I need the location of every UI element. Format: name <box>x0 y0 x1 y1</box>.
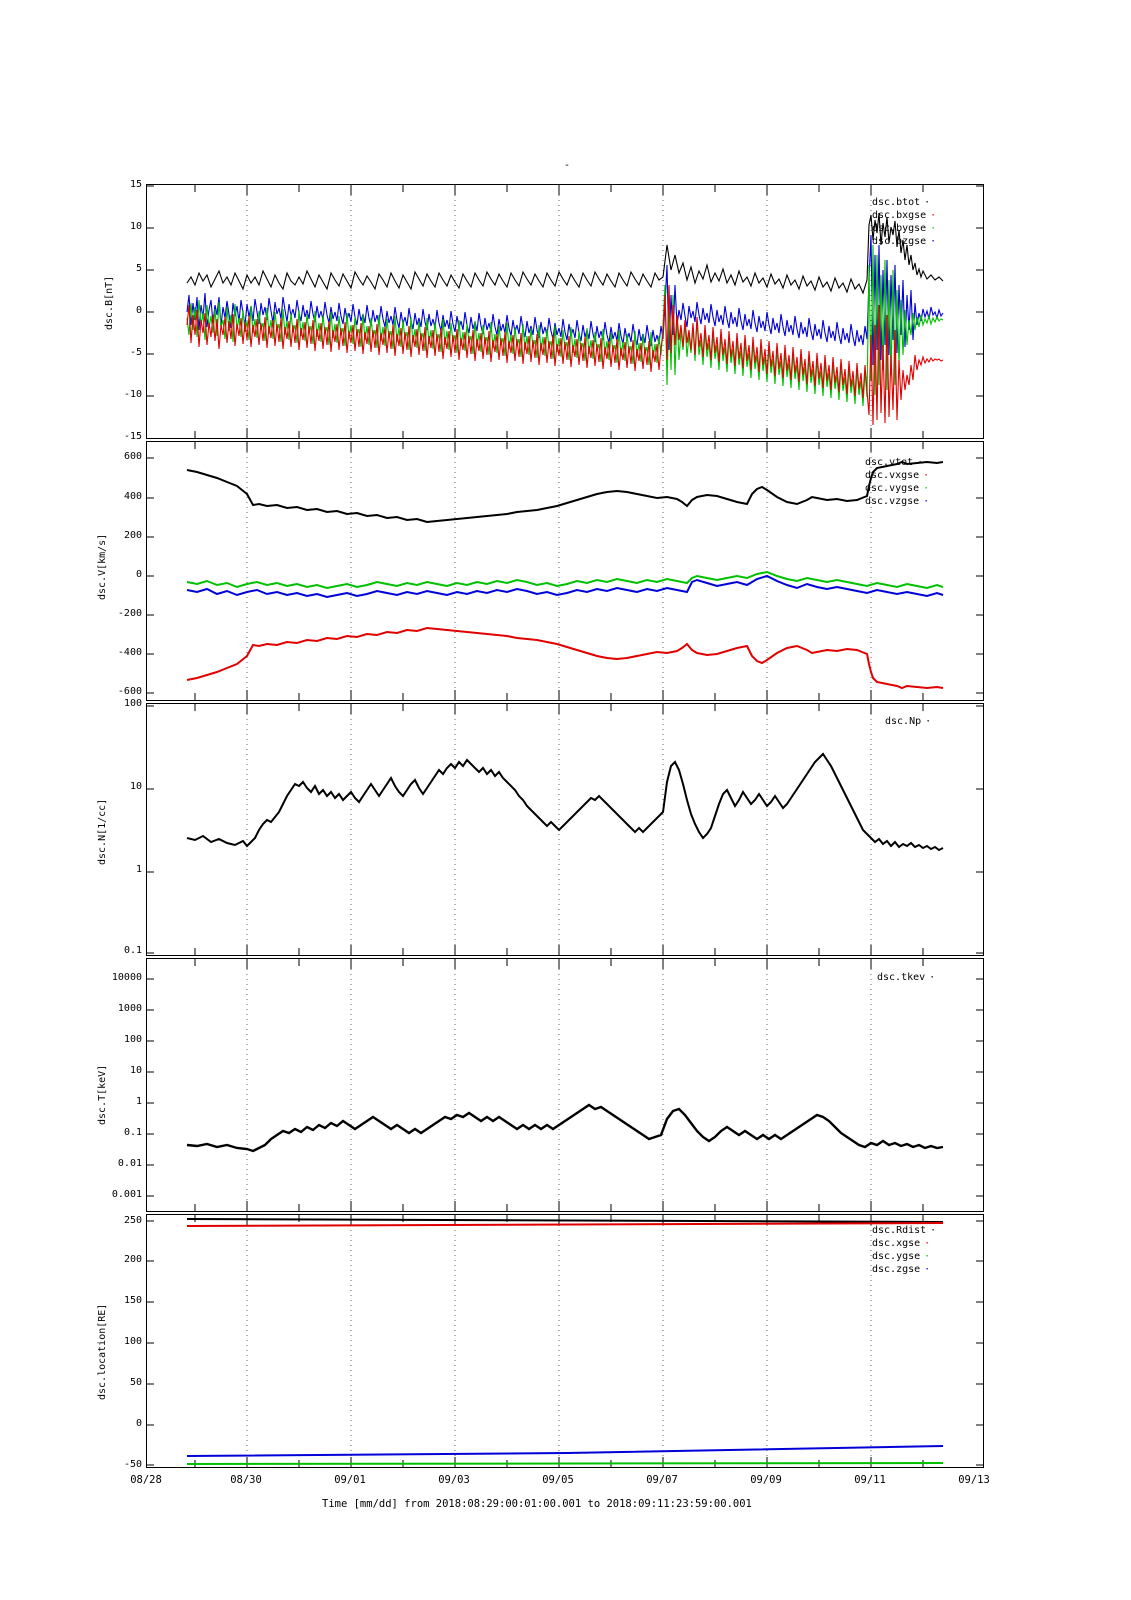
xtick-0828: 08/28 <box>130 1474 162 1486</box>
xtick-0909: 09/09 <box>750 1474 782 1486</box>
panel-t-ytick-10000: 10000 <box>111 972 142 983</box>
legend-density <box>885 715 935 728</box>
panel-n-ytick-0p1: 0.1 <box>123 945 142 956</box>
legend-label-np: dsc.Np <box>885 716 922 727</box>
xtick-0830: 08/30 <box>230 1474 262 1486</box>
legend-marker-vygse: · <box>923 483 930 494</box>
panel-b-ytick-m5: -5 <box>129 347 142 358</box>
panel-v-ylabel: dsc.V[km/s] <box>97 533 108 600</box>
legend-marker-bzgse: · <box>930 236 937 247</box>
top-mark: - <box>564 160 571 171</box>
legend-label-vxgse: dsc.vxgse <box>865 470 920 481</box>
panel-t-ytick-10: 10 <box>129 1065 142 1076</box>
legend-magnetic-field <box>872 196 940 248</box>
xaxis-title: Time [mm/dd] from 2018:08:29:00:01:00.001 to 2018:09:11:23:59:00.001 <box>322 1498 752 1510</box>
panel-n-ytick-10: 10 <box>129 781 142 792</box>
panel-loc-ytick-m50: -50 <box>123 1459 142 1470</box>
panel-v-ytick-m600: -600 <box>117 686 142 697</box>
panel-v-ytick-600: 600 <box>123 451 142 462</box>
legend-label-tkev: dsc.tkev <box>877 972 926 983</box>
xtick-0913: 09/13 <box>958 1474 990 1486</box>
legend-marker-vxgse: · <box>923 470 930 481</box>
legend-marker-btot: · <box>924 197 931 208</box>
panel-location <box>146 1214 984 1468</box>
panel-t-ytick-100: 100 <box>123 1034 142 1045</box>
legend-marker-bygse: · <box>930 223 937 234</box>
panel-v-ytick-200: 200 <box>123 530 142 541</box>
panel-b-ytick-0: 0 <box>135 305 142 316</box>
legend-temperature <box>877 971 939 984</box>
panel-loc-ytick-250: 250 <box>123 1215 142 1226</box>
panel-n-ytick-1: 1 <box>135 864 142 875</box>
panel-v-ytick-0: 0 <box>135 569 142 580</box>
legend-label-vygse: dsc.vygse <box>865 483 920 494</box>
panel-b-ytick-m15: -15 <box>123 431 142 442</box>
xtick-0903: 09/03 <box>438 1474 470 1486</box>
panel-t-ytick-1: 1 <box>135 1096 142 1107</box>
legend-marker-xgse: · <box>924 1238 931 1249</box>
panel-v-ytick-m400: -400 <box>117 647 142 658</box>
legend-label-bxgse: dsc.bxgse <box>872 210 927 221</box>
legend-velocity <box>865 456 933 508</box>
legend-marker-rdist: · <box>930 1225 937 1236</box>
legend-marker-ygse: · <box>924 1251 931 1262</box>
panel-v-ytick-m200: -200 <box>117 608 142 619</box>
panel-b-ytick-5: 5 <box>135 263 142 274</box>
legend-label-ygse: dsc.ygse <box>872 1251 921 1262</box>
legend-label-vzgse: dsc.vzgse <box>865 496 920 507</box>
panel-velocity <box>146 441 984 701</box>
panel-t-ytick-1000: 1000 <box>117 1003 142 1014</box>
panel-loc-ytick-150: 150 <box>123 1295 142 1306</box>
legend-label-rdist: dsc.Rdist <box>872 1225 927 1236</box>
legend-marker-zgse: · <box>924 1264 931 1275</box>
xtick-0907: 09/07 <box>646 1474 678 1486</box>
panel-loc-ytick-0: 0 <box>135 1418 142 1429</box>
legend-marker-tkev: · <box>929 972 936 983</box>
legend-marker-vzgse: · <box>923 496 930 507</box>
panel-n-ylabel: dsc.N[1/cc] <box>97 798 108 865</box>
legend-label-vtot: dsc.vtot <box>865 457 914 468</box>
legend-label-xgse: dsc.xgse <box>872 1238 921 1249</box>
legend-label-bzgse: dsc.bzgse <box>872 236 927 247</box>
panel-t-ytick-0p1: 0.1 <box>123 1127 142 1138</box>
legend-marker-np: · <box>925 716 932 727</box>
xtick-0905: 09/05 <box>542 1474 574 1486</box>
panel-loc-ylabel: dsc.location[RE] <box>97 1303 108 1400</box>
xtick-0901: 09/01 <box>334 1474 366 1486</box>
panel-loc-ytick-100: 100 <box>123 1336 142 1347</box>
panel-t-ytick-0p001: 0.001 <box>111 1189 142 1200</box>
panel-t-ylabel: dsc.T[keV] <box>97 1064 108 1125</box>
panel-loc-ytick-200: 200 <box>123 1254 142 1265</box>
panel-loc-ytick-50: 50 <box>129 1377 142 1388</box>
legend-label-btot: dsc.btot <box>872 197 921 208</box>
legend-label-bygse: dsc.bygse <box>872 223 927 234</box>
panel-b-ytick-15: 15 <box>129 179 142 190</box>
panel-temperature <box>146 958 984 1212</box>
panel-b-ytick-m10: -10 <box>123 389 142 400</box>
legend-marker-bxgse: · <box>930 210 937 221</box>
xtick-0911: 09/11 <box>854 1474 886 1486</box>
legend-location <box>872 1224 940 1276</box>
legend-marker-vtot: · <box>917 457 924 468</box>
legend-label-zgse: dsc.zgse <box>872 1264 921 1275</box>
panel-v-ytick-400: 400 <box>123 491 142 502</box>
panel-n-ytick-100: 100 <box>123 698 142 709</box>
panel-b-ytick-10: 10 <box>129 221 142 232</box>
panel-t-ytick-0p01: 0.01 <box>117 1158 142 1169</box>
panel-b-ylabel: dsc.B[nT] <box>104 275 115 330</box>
panel-magnetic-field <box>146 184 984 439</box>
panel-density <box>146 703 984 956</box>
